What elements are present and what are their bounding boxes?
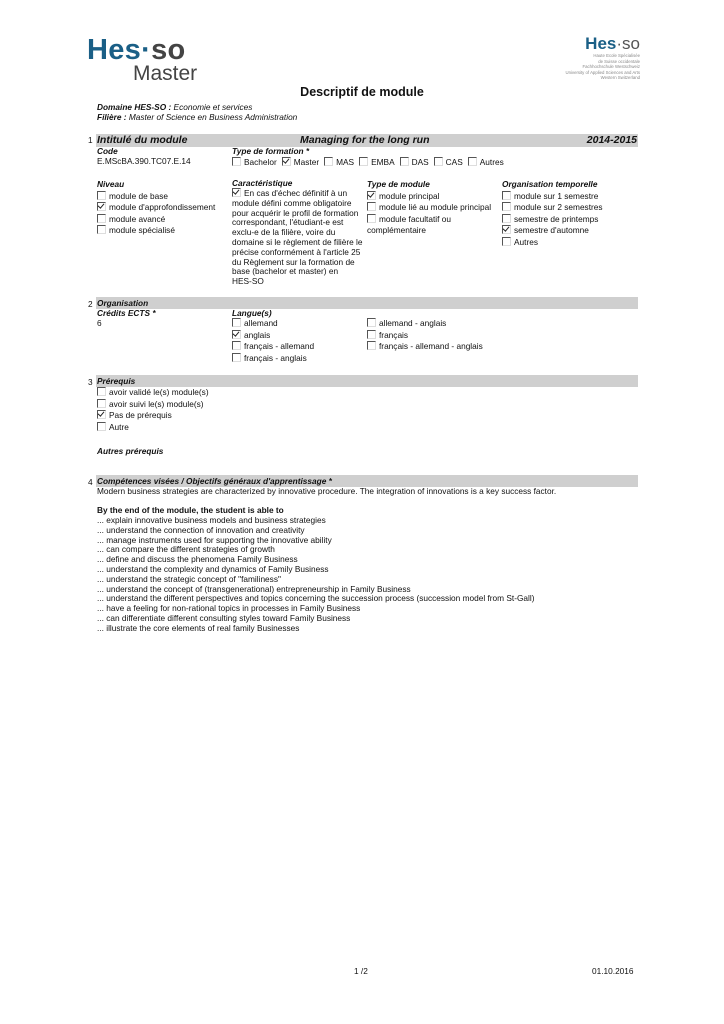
- checkbox-icon[interactable]: [97, 191, 106, 200]
- langues-block: Langue(s) allemand anglais français - allemand français - anglais: [232, 308, 367, 364]
- checkbox-icon[interactable]: [367, 341, 376, 350]
- prerequis-option: [97, 387, 297, 399]
- checkbox-label: EMBA: [371, 157, 395, 167]
- document-meta: Domaine HES-SO : Economie et services Filière : Master of Science en Business Administration: [97, 102, 298, 122]
- caracteristique-line: du Règlement sur la formation de: [232, 256, 355, 267]
- niveau-option: [97, 202, 227, 214]
- section-number: 4: [88, 477, 93, 487]
- checkbox-label: module d'approfondissement: [109, 202, 216, 212]
- prerequis-option: [97, 399, 297, 411]
- checked-checkbox-icon[interactable]: [282, 157, 291, 166]
- checkbox-icon[interactable]: [367, 214, 376, 223]
- type-formation: Type de formation * Bachelor Master MAS EMBA DAS CAS Autres: [232, 146, 504, 167]
- checkbox-label: semestre d'automne: [514, 225, 589, 235]
- organisation-option: [502, 202, 638, 214]
- checkbox-label: français: [379, 329, 409, 340]
- checkbox-icon[interactable]: [400, 157, 409, 166]
- caracteristique-line: En cas d'échec définitif à un: [232, 188, 367, 199]
- checkbox-label: Master: [293, 157, 320, 167]
- langue-option: [232, 341, 367, 353]
- section-2-header: Organisation: [96, 297, 638, 309]
- caracteristique-line: correspondant, l'étudiant-e est: [232, 217, 344, 228]
- logo-caption-line: Western Switzerland: [600, 75, 640, 80]
- caracteristique-line: module défini comme obligatoire: [232, 197, 352, 208]
- langue-option: [232, 318, 367, 330]
- checkbox-icon[interactable]: [97, 399, 106, 408]
- checkbox-label: module sur 1 semestre: [514, 190, 599, 201]
- checkbox-label: CAS: [445, 157, 463, 167]
- checkbox-icon[interactable]: [359, 157, 368, 166]
- list-item: ... illustrate the core elements of real family Businesses: [97, 622, 300, 633]
- section-3-header: Prérequis: [96, 375, 638, 387]
- type-formation-option: [359, 157, 395, 167]
- caracteristique-line: base (bachelor et master) en: [232, 266, 339, 277]
- checkbox-label: module facultatif ou: [379, 213, 451, 224]
- section-1-header: Intitulé du module Managing for the long run 2014-2015: [97, 134, 637, 146]
- langue-option: [367, 330, 507, 342]
- checkbox-icon[interactable]: [502, 202, 511, 211]
- organisation-option: [502, 225, 638, 237]
- checkbox-icon[interactable]: [232, 353, 241, 362]
- checkbox-label: MAS: [336, 157, 355, 167]
- organisation-option: [502, 237, 638, 249]
- list-item: ... understand the different perspectives and topics concerning the succession process (succession model from St-Gall): [97, 593, 535, 604]
- checkbox-label: Pas de prérequis: [109, 410, 172, 420]
- checkbox-label: DAS: [411, 157, 429, 167]
- checkbox-label: Autres: [514, 236, 538, 247]
- list-item: ... understand the strategic concept of "familiness": [97, 573, 281, 584]
- checkbox-icon[interactable]: [324, 157, 333, 166]
- caracteristique-line: précise conformément à l'article 25: [232, 246, 361, 257]
- organisation-option: [502, 214, 638, 226]
- type-module-option: [367, 202, 502, 214]
- checked-checkbox-icon[interactable]: [97, 202, 106, 211]
- checkbox-label: allemand - anglais: [379, 318, 447, 328]
- prerequis-list: [97, 387, 297, 433]
- caracteristique-block: Caractéristique En cas d'échec définitif à un module défini comme obligatoire pour acquérir le profil de formation correspondant, l'étudiant-e est exclu-e de la filière, voire du domaine si le règlement de filière le précise conformément à l'article 25 du Règlement sur la formation de base (bachelor et master) en HES-SO: [232, 179, 367, 287]
- checkbox-icon[interactable]: [502, 237, 511, 246]
- list-item: ... manage instruments used for supporting the innovative ability: [97, 534, 332, 545]
- checked-checkbox-icon[interactable]: [367, 191, 376, 200]
- section-number: 3: [88, 377, 93, 387]
- autres-prerequis-label: Autres prérequis: [97, 446, 164, 456]
- niveau-block: Niveau module de base module d'approfondissement module avancé module spécialisé: [97, 179, 227, 237]
- type-module-option: [367, 191, 502, 203]
- checkbox-icon[interactable]: [367, 202, 376, 211]
- checkbox-icon[interactable]: [434, 157, 443, 166]
- checkbox-label: Autres: [479, 157, 504, 167]
- competences-list: [97, 516, 637, 634]
- checkbox-icon[interactable]: [97, 422, 106, 431]
- type-formation-option: [400, 157, 429, 167]
- checkbox-label: allemand: [244, 318, 278, 328]
- logo-caption-line: de Suisse occidentale: [598, 58, 640, 64]
- checkbox-icon[interactable]: [232, 157, 241, 166]
- checkbox-label: avoir suivi le(s) module(s): [109, 398, 204, 409]
- caracteristique-line: domaine si le règlement de filière le: [232, 236, 363, 247]
- checkbox-icon[interactable]: [232, 318, 241, 327]
- langue-option: [232, 353, 367, 365]
- checkbox-label: anglais: [244, 329, 271, 340]
- checkbox-icon[interactable]: [367, 318, 376, 327]
- list-item: ... explain innovative business models and business strategies: [97, 515, 326, 525]
- checkbox-label: module sur 2 semestres: [514, 202, 603, 212]
- checkbox-icon[interactable]: [97, 214, 106, 223]
- checkbox-icon[interactable]: [97, 225, 106, 234]
- prerequis-option: [97, 410, 297, 422]
- checkbox-label: semestre de printemps: [514, 213, 599, 224]
- section-number: 1: [88, 135, 93, 145]
- logo-caption-line: Haute Ecole Spécialisée: [593, 53, 640, 58]
- checked-checkbox-icon[interactable]: [232, 188, 241, 197]
- langue-option: [367, 318, 507, 330]
- type-formation-option: [282, 157, 319, 167]
- checkbox-label: Bachelor: [244, 157, 277, 167]
- checkbox-label: module de base: [109, 190, 169, 201]
- checked-checkbox-icon[interactable]: [232, 330, 241, 339]
- code-block: Code E.MScBA.390.TC07.E.14: [97, 146, 191, 166]
- print-date: 01.10.2016: [592, 966, 634, 976]
- section-number: 2: [88, 299, 93, 309]
- checkbox-label: module spécialisé: [109, 225, 175, 235]
- organisation-option: [502, 191, 638, 203]
- checked-checkbox-icon[interactable]: [502, 225, 511, 234]
- checkbox-label: module avancé: [109, 213, 166, 224]
- type-formation-option: [468, 157, 504, 167]
- checkbox-label: avoir validé le(s) module(s): [109, 387, 209, 397]
- niveau-option: [97, 225, 227, 237]
- caracteristique-line: HES-SO: [232, 276, 264, 287]
- list-item: ... understand the concept of (transgenerational) entrepreneurship in Family Business: [97, 583, 411, 594]
- checkbox-label: français - allemand - anglais: [379, 341, 483, 351]
- langue-option: [367, 341, 507, 353]
- logo-caption-line: Fachhochschule Westschweiz: [582, 64, 640, 69]
- list-item: ... understand the connection of innovation and creativity: [97, 524, 305, 535]
- type-formation-option: [434, 157, 463, 167]
- checkbox-icon[interactable]: [468, 157, 477, 166]
- type-formation-option: [232, 157, 277, 167]
- caracteristique-line: exclu-e de la filière, voire du: [232, 227, 336, 238]
- list-item: ... understand the complexity and dynamics of Family Business: [97, 563, 329, 574]
- checkbox-label: français - allemand: [244, 341, 315, 351]
- ects-block: Crédits ECTS * 6: [97, 308, 156, 328]
- niveau-option: [97, 214, 227, 226]
- by-end-heading: By the end of the module, the student is able to: [97, 505, 284, 515]
- list-item: ... define and discuss the phenomena Family Business: [97, 554, 298, 565]
- hes-so-master-logo: Hes·so Master: [87, 34, 198, 85]
- logo-caption-line: University of Applied Sciences and Arts: [565, 69, 640, 75]
- langue-option: [232, 330, 367, 342]
- checkbox-icon[interactable]: [97, 387, 106, 396]
- checkbox-icon[interactable]: [502, 191, 511, 200]
- organisation-temporelle-block: Organisation temporelle module sur 1 semestre module sur 2 semestres semestre de printemps semestre d'automne Autres: [502, 179, 638, 248]
- type-module-option: [367, 214, 502, 226]
- checkbox-icon[interactable]: [367, 330, 376, 339]
- niveau-option: [97, 191, 227, 203]
- hes-so-logo: Hes·so Haute Ecole Spécialisée de Suisse occidentale Fachhochschule Westschweiz University of Applied Sciences and Arts Western Switzerland: [540, 35, 640, 81]
- checked-checkbox-icon[interactable]: [97, 410, 106, 419]
- page-title: Descriptif de module: [300, 85, 424, 99]
- checkbox-label: Autre: [109, 421, 129, 432]
- langues-col2: [367, 318, 507, 353]
- type-formation-option: [324, 157, 354, 167]
- checkbox-label: module lié au module principal: [379, 202, 492, 212]
- list-item: ... can differentiate different consulting styles toward Family Business: [97, 612, 351, 623]
- type-module-block: Type de module module principal module lié au module principal module facultatif ou complémentaire: [367, 179, 502, 237]
- checkbox-icon[interactable]: [502, 214, 511, 223]
- list-item: ... can compare the different strategies of growth: [97, 544, 275, 555]
- list-item: ... have a feeling for non-rational topics in processes in Family Business: [97, 603, 361, 614]
- caracteristique-line: pour acquérir le profil de formation: [232, 207, 359, 218]
- checkbox-label: français - anglais: [244, 352, 307, 363]
- competences-intro: Modern business strategies are characterized by innovative procedure. The integration of innovations is a key success factor.: [97, 486, 557, 496]
- checkbox-label: module principal: [379, 190, 440, 201]
- page-number: 1 /2: [354, 966, 368, 976]
- section-4-header: Compétences visées / Objectifs généraux d'apprentissage *: [96, 475, 638, 487]
- checkbox-icon[interactable]: [232, 341, 241, 350]
- prerequis-option: [97, 422, 297, 434]
